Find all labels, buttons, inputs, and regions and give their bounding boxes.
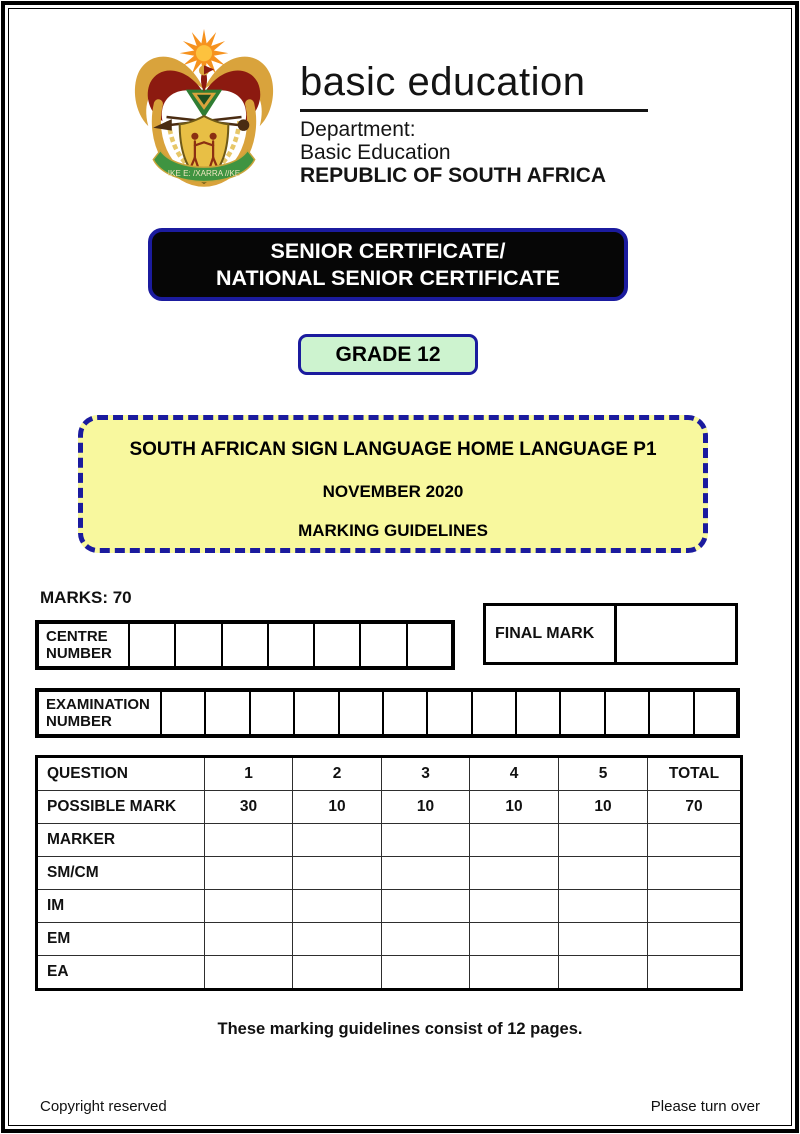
marks-empty-cell[interactable] — [648, 923, 742, 956]
marks-header-cell: 2 — [293, 757, 382, 791]
marks-empty-cell[interactable] — [293, 824, 382, 857]
marks-empty-cell[interactable] — [382, 857, 470, 890]
marks-header-cell: TOTAL — [648, 757, 742, 791]
certificate-banner-line1: SENIOR CERTIFICATE/ — [270, 238, 506, 263]
marks-empty-cell[interactable] — [205, 923, 293, 956]
final-mark-box — [483, 603, 738, 665]
marks-empty-cell[interactable] — [205, 890, 293, 923]
department-name: Basic Education — [300, 141, 451, 164]
examination-number-table — [35, 688, 740, 738]
marks-value-cell: 30 — [205, 791, 293, 824]
marks-empty-cell[interactable] — [382, 923, 470, 956]
turn-over-notice: Please turn over — [650, 1098, 760, 1115]
final-mark-value-cell[interactable] — [616, 605, 737, 664]
marks-empty-cell[interactable] — [293, 857, 382, 890]
marks-header-question: QUESTION — [37, 757, 205, 791]
marks-header-cell: 4 — [470, 757, 559, 791]
marks-empty-cell[interactable] — [205, 857, 293, 890]
paper-session: NOVEMBER 2020 — [322, 482, 464, 501]
marks-value-cell: 10 — [559, 791, 648, 824]
marks-row-label: EM — [37, 923, 205, 956]
country-name: REPUBLIC OF SOUTH AFRICA — [300, 164, 607, 187]
certificate-banner — [148, 228, 628, 301]
digit-cell[interactable] — [649, 690, 693, 736]
marks-value-cell: 10 — [382, 791, 470, 824]
digit-cell[interactable] — [129, 622, 175, 668]
marks-row-label: MARKER — [37, 824, 205, 857]
digit-cell[interactable] — [560, 690, 604, 736]
marks-empty-cell[interactable] — [470, 956, 559, 990]
paper-title: SOUTH AFRICAN SIGN LANGUAGE HOME LANGUAGE P1 — [129, 439, 657, 460]
marks-empty-cell[interactable] — [648, 890, 742, 923]
marks-empty-cell[interactable] — [559, 857, 648, 890]
marks-header-cell: 3 — [382, 757, 470, 791]
coat-of-arms-graphic — [128, 24, 280, 208]
centre-number-label: CENTRE NUMBER — [37, 622, 129, 668]
digit-cell[interactable] — [472, 690, 516, 736]
marks-empty-cell[interactable] — [648, 956, 742, 990]
final-mark-label: FINAL MARK — [485, 605, 616, 664]
paper-subtitle: MARKING GUIDELINES — [298, 521, 488, 540]
digit-cell[interactable] — [175, 622, 221, 668]
digit-cell[interactable] — [605, 690, 649, 736]
marks-empty-cell[interactable] — [293, 890, 382, 923]
marks-total-label: MARKS: 70 — [40, 588, 132, 607]
digit-cell[interactable] — [339, 690, 383, 736]
marks-empty-cell[interactable] — [205, 824, 293, 857]
digit-cell[interactable] — [268, 622, 314, 668]
marks-value-cell: 10 — [470, 791, 559, 824]
digit-cell[interactable] — [250, 690, 294, 736]
digit-cell[interactable] — [222, 622, 268, 668]
examination-number-label: EXAMINATION NUMBER — [37, 690, 161, 736]
coat-of-arms-logo — [128, 24, 280, 208]
marks-header-cell: 5 — [559, 757, 648, 791]
copyright-notice: Copyright reserved — [40, 1098, 167, 1115]
wordmark: basic education — [300, 60, 586, 104]
marks-row-label: SM/CM — [37, 857, 205, 890]
digit-cell[interactable] — [407, 622, 453, 668]
marks-empty-cell[interactable] — [559, 956, 648, 990]
marks-empty-cell[interactable] — [293, 956, 382, 990]
protea — [186, 90, 222, 118]
digit-cell[interactable] — [314, 622, 360, 668]
digit-cell[interactable] — [360, 622, 406, 668]
marks-empty-cell[interactable] — [470, 824, 559, 857]
digit-cell[interactable] — [205, 690, 249, 736]
marks-empty-cell[interactable] — [293, 923, 382, 956]
digit-cell[interactable] — [516, 690, 560, 736]
digit-cell[interactable] — [427, 690, 471, 736]
marks-empty-cell[interactable] — [559, 923, 648, 956]
marks-empty-cell[interactable] — [559, 824, 648, 857]
centre-number-table — [35, 620, 455, 670]
marks-row-label: IM — [37, 890, 205, 923]
pages-note: These marking guidelines consist of 12 pages. — [217, 1020, 583, 1038]
marks-empty-cell[interactable] — [205, 956, 293, 990]
marks-empty-cell[interactable] — [470, 923, 559, 956]
marks-empty-cell[interactable] — [382, 824, 470, 857]
digit-cell[interactable] — [294, 690, 338, 736]
marks-empty-cell[interactable] — [470, 857, 559, 890]
marks-header-cell: 1 — [205, 757, 293, 791]
digit-cell[interactable] — [161, 690, 205, 736]
paper-title-box — [78, 415, 708, 553]
marks-empty-cell[interactable] — [470, 890, 559, 923]
marks-row-label: POSSIBLE MARK — [37, 791, 205, 824]
marks-row-label: EA — [37, 956, 205, 990]
certificate-banner-line2: NATIONAL SENIOR CERTIFICATE — [216, 265, 560, 290]
marks-empty-cell[interactable] — [648, 824, 742, 857]
department-masthead — [300, 60, 660, 187]
page-footer — [40, 1098, 760, 1115]
department-label: Department: — [300, 118, 416, 141]
grade-badge: GRADE 12 — [298, 334, 478, 375]
digit-cell[interactable] — [383, 690, 427, 736]
marks-value-cell: 70 — [648, 791, 742, 824]
marks-empty-cell[interactable] — [382, 956, 470, 990]
coat-motto-text: !KE E: /XARRA //KE — [167, 168, 241, 178]
wordmark-underline — [300, 109, 648, 112]
marks-table — [35, 755, 743, 991]
marks-empty-cell[interactable] — [382, 890, 470, 923]
marks-empty-cell[interactable] — [648, 857, 742, 890]
marks-empty-cell[interactable] — [559, 890, 648, 923]
marks-value-cell: 10 — [293, 791, 382, 824]
digit-cell[interactable] — [694, 690, 739, 736]
